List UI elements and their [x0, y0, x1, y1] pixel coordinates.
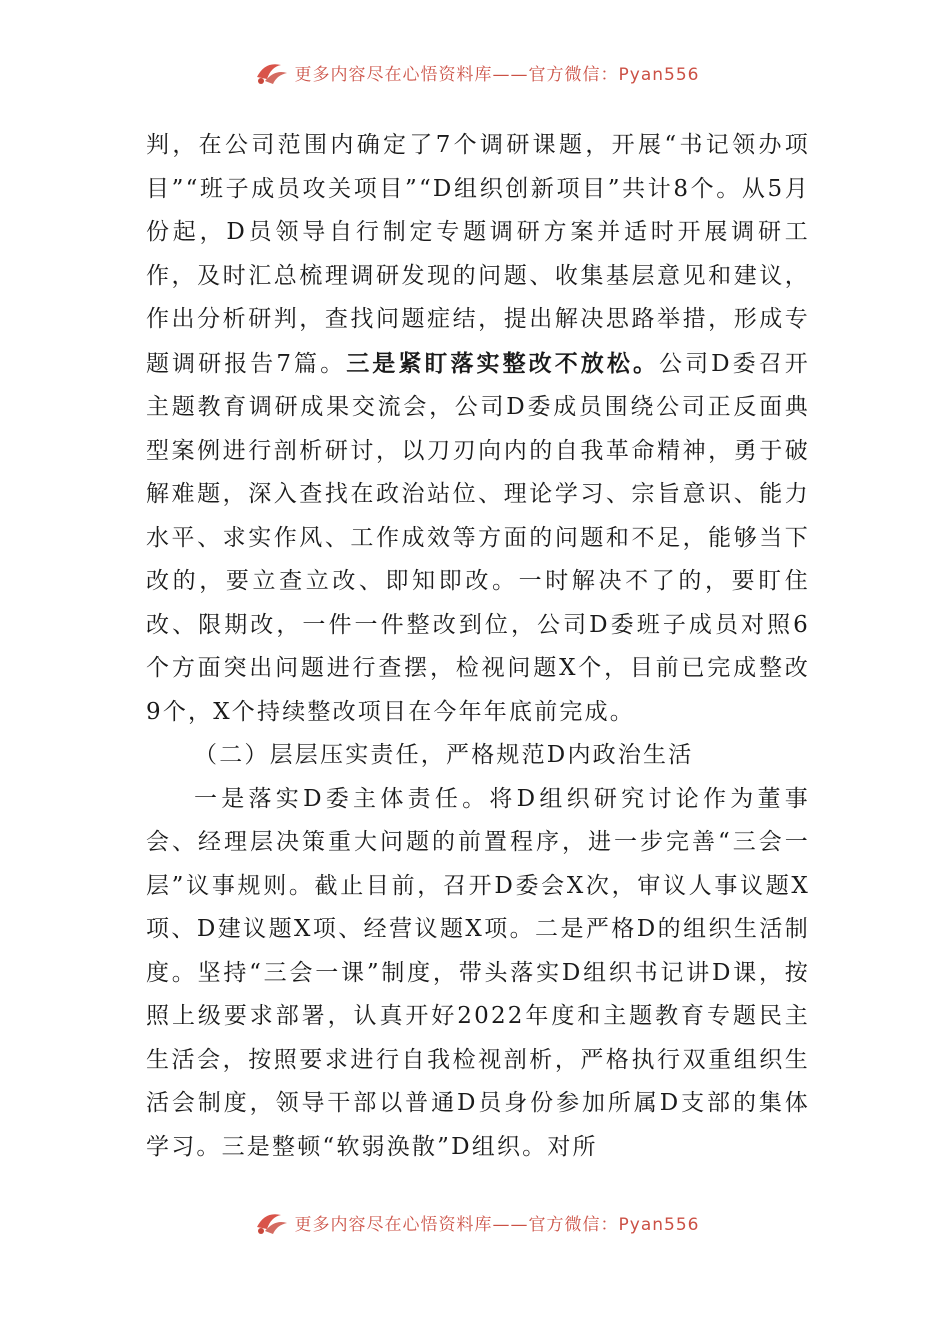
paragraph: 一是落实D委主体责任。将D组织研究讨论作为董事会、经理层决策重大问题的前置程序，进一步完善“三会一层”议事规则。截止目前，召开D委会X次，审议人事议题X项、D建议题X项、经营议题X项。二是严格D的组织生活制度。坚持“三会一课”制度，带头落实D组织书记讲D课，按照上级要求部署，认真开好2022年度和主题教育专题民主生活会，按照要求进行自我检视剖析，严格执行双重组织生活会制度，领导干部以普通D员身份参加所属D支部的集体学习。三是整顿“软弱涣散”D组织。对所	[146, 785, 810, 1160]
section-heading: （二）层层压实责任，严格规范D内政治生活	[194, 742, 694, 768]
paragraph-text: 公司D委召开主题教育调研成果交流会，公司D委成员围绕公司正反面典型案例进行剖析研讨，以刀刃向内的自我革命精神，勇于破解难题，深入查找在政治站位、理论学习、宗旨意识、能力水平、求实作风、工作成效等方面的问题和不足，能够当下改的，要立查立改、即知即改。一时解决不了的，要盯住改、限期改，一件一件整改到位，公司D委班子成员对照6个方面突出问题进行查摆，检视问题X个，目前已完成整改9个，X个持续整改项目在今年年底前完成。	[146, 350, 810, 725]
logo-icon	[251, 57, 291, 87]
bold-lead: 三是紧盯落实整改不放松。	[346, 349, 660, 377]
footer-banner	[0, 1202, 950, 1242]
logo-icon	[251, 1207, 291, 1237]
paragraph	[146, 124, 810, 734]
header-banner-text: 更多内容尽在心悟资料库——官方微信：Pyan556	[294, 64, 700, 85]
document-body	[146, 124, 810, 1169]
footer-banner-text: 更多内容尽在心悟资料库——官方微信：Pyan556	[294, 1214, 700, 1235]
header-banner	[0, 52, 950, 92]
paragraph-text: 判，在公司范围内确定了7个调研课题，开展“书记领办项目”“班子成员攻关项目”“D组织创新项目”共计8个。从5月份起，D员领导自行制定专题调研方案并适时开展调研工作，及时汇总梳理调研发现的问题、收集基层意见和建议，作出分析研判，查找问题症结，提出解决思路举措，形成专题调研报告7篇。	[146, 132, 810, 377]
